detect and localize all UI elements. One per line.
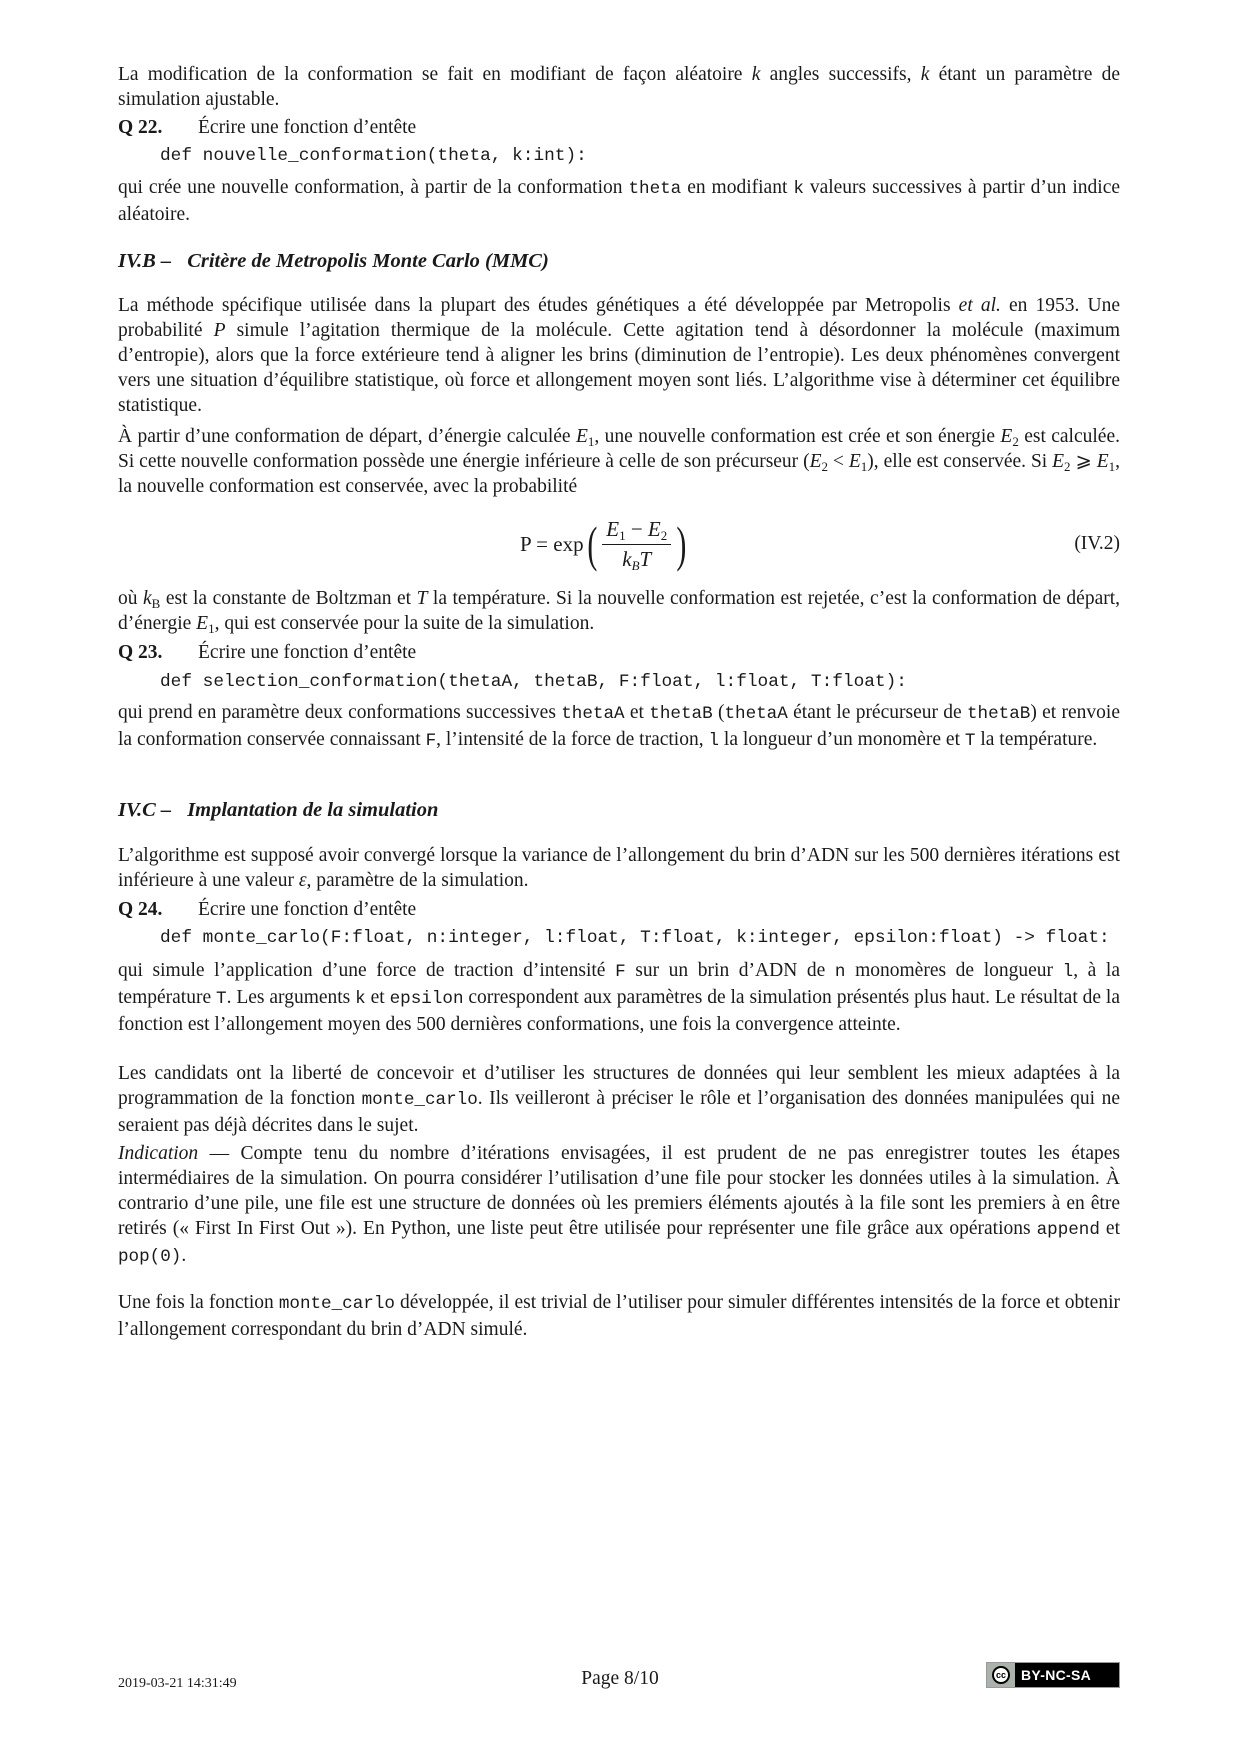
text-run: , paramètre de la simulation. [306, 870, 529, 891]
math-italic: E [1052, 451, 1065, 472]
text-run: la température. Si la nouvelle conformation est rejetée, c’est la conformation de départ, d’énergie [118, 588, 1121, 634]
inline-code: T [216, 989, 227, 1009]
code-signature-nouvelle-conformation: def nouvelle_conformation(theta, k:int): [160, 146, 587, 166]
text-run: la température. [975, 729, 1098, 750]
text-run: ( [712, 702, 725, 723]
inline-code: T [964, 731, 976, 751]
paragraph-q23-description [118, 700, 1120, 754]
inline-code: n [834, 962, 846, 982]
text-run: qui crée une nouvelle conformation, à partir de la conformation [118, 177, 629, 198]
text-run: et [365, 987, 390, 1008]
footer-date: 2019-03-21 14:31:49 [118, 1676, 237, 1691]
text-run: Une fois la fonction [118, 1292, 279, 1313]
paragraph-q24-description [118, 958, 1120, 1037]
paragraph-conclusion [118, 1290, 1120, 1342]
section-title: Implantation de la simulation [187, 799, 439, 821]
math-italic: E [575, 426, 588, 447]
subscript: 1 [208, 621, 215, 636]
inline-code: pop(0) [118, 1247, 182, 1267]
question-text: Écrire une fonction d’entête [198, 117, 417, 138]
minus: − [625, 516, 648, 541]
text-run: qui simule l’application d’une force de traction d’intensité [118, 960, 616, 981]
question-number: Q 23. [118, 642, 163, 663]
text-run: en modifiant [681, 177, 794, 198]
sub2: 2 [660, 527, 668, 543]
e1: E [606, 516, 620, 541]
inline-code: F [615, 962, 626, 982]
text-run: correspondent aux paramètres de la simulation présentés plus haut. Le résultat de la fonction est l’allongement moyen des 500 dernières conformations, une fois la convergence atteinte. [118, 987, 1121, 1035]
math-italic: et al. [958, 295, 1001, 316]
text-run: la longueur d’un monomère et [719, 729, 965, 750]
text-run: et [624, 702, 650, 723]
question-23 [118, 640, 416, 665]
subscript: 1 [860, 459, 868, 474]
cc-logo-icon: cc [987, 1663, 1015, 1687]
text-run: . Ils veilleront à préciser le rôle et l’organisation des données manipulées qui ne seraient pas déjà décrites dans le sujet. [118, 1088, 1120, 1136]
equation-probability [520, 513, 690, 575]
section-heading-ivb [118, 249, 549, 274]
question-text: Écrire une fonction d’entête [198, 642, 417, 663]
page-number: Page 8/10 [581, 1668, 659, 1689]
math-italic: T [416, 588, 428, 609]
subscript: 2 [1012, 434, 1019, 449]
paragraph-q22-description [118, 175, 1120, 227]
text-run: ) et renvoie la conformation conservée connaissant [118, 702, 1121, 750]
text-run: La modification de la conformation se fait en modifiant de façon aléatoire [118, 64, 752, 85]
text-run: , à la température [118, 960, 1121, 1008]
text-run: À partir d’une conformation de départ, d’énergie calculée [118, 426, 576, 447]
inline-code: monte_carlo [361, 1090, 478, 1110]
inline-code: thetaB [649, 704, 713, 724]
text-run: qui prend en paramètre deux conformations successives [118, 702, 562, 723]
inline-code: l [708, 731, 720, 751]
text-run: . Les arguments [226, 987, 356, 1008]
paragraph-convergence [118, 843, 1120, 893]
license-badge [986, 1662, 1120, 1688]
text-run: La méthode spécifique utilisée dans la plupart des études génétiques a été développée par Metropolis [118, 295, 959, 316]
text-run: développée, il est trivial de l’utiliser pour simuler différentes intensités de la force et obtenir l’allongement correspondant du brin d’ADN simulé. [118, 1292, 1121, 1340]
section-number: IV.C – [118, 799, 172, 821]
code-signature-selection-conformation: def selection_conformation(thetaA, thetaB, F:float, l:float, T:float): [160, 672, 907, 692]
inline-code: thetaB [967, 704, 1031, 724]
text-run: simule l’agitation thermique de la molécule. Cette agitation tend à désordonner la molécule (maximum d’entropie), alors que la force extérieure tend à aligner les brins (diminution de l’entropie). Les deux phénomènes convergent vers une situation d’équilibre statistique, où force et allongement moyen sont liés. L’algorithme vise à déterminer cet équilibre statistique. [118, 320, 1120, 416]
question-22 [118, 115, 416, 140]
text-run: < [828, 451, 849, 472]
section-number: IV.B – [118, 250, 172, 272]
text-run: , qui est conservée pour la suite de la simulation. [214, 613, 595, 634]
text-run: étant un paramètre de simulation ajustable. [118, 64, 1120, 110]
inline-code: append [1036, 1220, 1100, 1240]
code-signature-monte-carlo: def monte_carlo(F:float, n:integer, l:float, T:float, k:integer, epsilon:float) -> float: [160, 928, 1110, 948]
subscript: B [151, 596, 161, 611]
paragraph-candidates [118, 1061, 1120, 1138]
math-italic: k [751, 64, 761, 85]
text-run: et [1099, 1218, 1121, 1239]
numerator [602, 517, 671, 545]
paragraph-intro [118, 62, 1120, 112]
text-run: , une nouvelle conformation est crée et son énergie [594, 426, 1001, 447]
inline-code: F [425, 731, 437, 751]
inline-code: k [793, 179, 804, 199]
text-run: étant le précurseur de [787, 702, 967, 723]
text-run: L’algorithme est supposé avoir convergé lorsque la variance de l’allongement du brin d’ADN sur les 500 dernières itérations est inférieure à une valeur [118, 845, 1120, 891]
inline-code: l [1062, 962, 1074, 982]
text-run: — Compte tenu du nombre d’itérations envisagées, il est prudent de ne pas enregistrer toutes les étapes intermédiaires de la simulation. On pourra considérer l’utilisation d’une file pour stocker les données utiles à la simulation. À contrario d’une pile, une file est une structure de données où les premiers éléments ajoutés à la file sont les premiers à en être retirés (« First In First Out »). En Python, une liste peut être utilisée pour représenter une file grâce aux opérations [118, 1143, 1120, 1239]
sub1: 1 [619, 527, 626, 543]
math-italic: k [920, 64, 930, 85]
math-italic: E [809, 451, 822, 472]
math-italic: E [1096, 451, 1109, 472]
equation-label: (IV.2) [1074, 533, 1120, 554]
kb: k [622, 546, 632, 571]
section-heading-ivc [118, 798, 438, 823]
inline-code: k [355, 989, 366, 1009]
text-run: angles successifs, [760, 64, 921, 85]
right-paren: ) [676, 516, 687, 572]
subscript: 1 [587, 434, 595, 449]
text-run: est calculée. Si cette nouvelle conformation possède une énergie inférieure à celle de son précurseur ( [118, 426, 1120, 472]
text-run: en 1953. Une probabilité [118, 295, 1120, 341]
subscript: 2 [1064, 459, 1071, 474]
question-24 [118, 897, 416, 922]
question-number: Q 24. [118, 899, 163, 920]
denominator [618, 545, 655, 572]
text-run: , la nouvelle conformation est conservée, avec la probabilité [118, 451, 1121, 497]
paragraph-boltzmann [118, 586, 1120, 636]
fraction [602, 517, 671, 572]
paragraph-indication [118, 1141, 1120, 1270]
text-run: valeurs successives à partir d’un indice aléatoire. [118, 177, 1121, 225]
math-italic: E [196, 613, 209, 634]
text-run: sur un brin d’ADN de [625, 960, 835, 981]
math-italic: E [1000, 426, 1013, 447]
formula-lhs: P = exp [520, 531, 584, 556]
subscript: 2 [821, 459, 829, 474]
question-text: Écrire une fonction d’entête [198, 899, 417, 920]
paragraph-metropolis [118, 293, 1120, 418]
text-run: est la constante de Boltzman et [160, 588, 417, 609]
license-text: BY-NC-SA [1021, 1666, 1092, 1683]
inline-code: thetaA [561, 704, 625, 724]
subB: B [631, 557, 640, 573]
text-run: monomères de longueur [845, 960, 1063, 981]
text-run: ), elle est conservée. Si [867, 451, 1053, 472]
text-run: , l’intensité de la force de traction, [436, 729, 709, 750]
math-italic: Indication [118, 1143, 199, 1164]
left-paren: ( [586, 516, 597, 572]
math-italic: E [848, 451, 861, 472]
math-italic: k [143, 588, 152, 609]
inline-code: epsilon [389, 989, 464, 1009]
paragraph-energy [118, 424, 1120, 499]
inline-code: thetaA [724, 704, 788, 724]
text-run: Les candidats ont la liberté de concevoir et d’utiliser les structures de données qui leur semblent les mieux adaptées à la programmation de la fonction [118, 1063, 1120, 1109]
question-number: Q 22. [118, 117, 163, 138]
inline-code: theta [628, 179, 682, 199]
temperature: T [639, 546, 652, 571]
text-run: où [118, 588, 144, 609]
subscript: 1 [1108, 459, 1116, 474]
section-title: Critère de Metropolis Monte Carlo (MMC) [187, 250, 549, 272]
math-italic: ε [298, 870, 307, 891]
e2: E [647, 516, 661, 541]
text-run: . [181, 1245, 187, 1266]
text-run: ⩾ [1070, 451, 1097, 472]
inline-code: monte_carlo [278, 1294, 395, 1314]
math-italic: P [213, 320, 226, 341]
